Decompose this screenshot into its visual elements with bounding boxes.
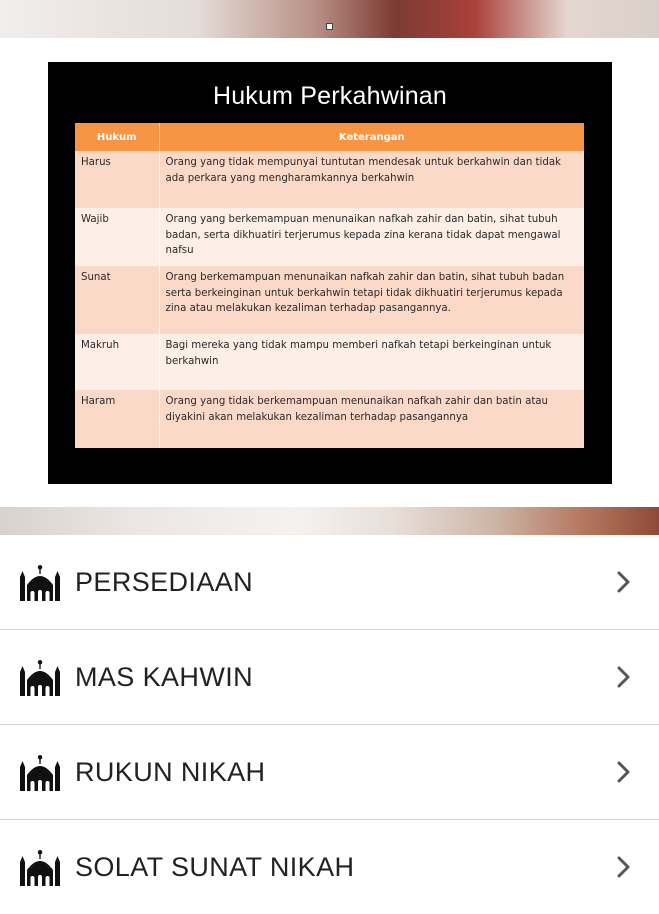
table-header-row xyxy=(75,123,584,151)
menu-item-label: PERSEDIAAN xyxy=(75,567,254,597)
menu-item-rukun-nikah[interactable] xyxy=(0,725,659,820)
mosque-icon xyxy=(18,660,62,696)
cell-keterangan: Orang yang tidak berkemampuan menunaikan nafkah zahir dan batin atau diyakini akan melakukan kezaliman terhadap pasangannya xyxy=(159,390,584,448)
column-header-hukum: Hukum xyxy=(75,123,159,151)
header-photo-top xyxy=(0,0,659,38)
menu-list xyxy=(0,535,659,900)
menu-item-label: RUKUN NIKAH xyxy=(75,757,266,787)
mosque-icon xyxy=(18,755,62,791)
cell-hukum: Harus xyxy=(75,151,159,208)
cell-hukum: Haram xyxy=(75,390,159,448)
header-photo-bottom xyxy=(0,507,659,535)
chevron-right-icon xyxy=(616,571,632,593)
column-header-keterangan: Keterangan xyxy=(159,123,584,151)
cell-keterangan: Orang yang berkemampuan menunaikan nafkah zahir dan batin, sihat tubuh badan, serta dikhuatiri terjerumus kepada zina kerana tidak dapat mengawal nafsu xyxy=(159,208,584,266)
chevron-right-icon xyxy=(616,856,632,878)
table-row xyxy=(75,334,584,390)
table-row xyxy=(75,208,584,266)
carousel-indicator xyxy=(326,23,333,30)
hukum-table xyxy=(75,123,584,448)
table-row xyxy=(75,151,584,208)
menu-item-label: MAS KAHWIN xyxy=(75,662,254,692)
cell-keterangan: Orang yang tidak mempunyai tuntutan mendesak untuk berkahwin dan tidak ada perkara yang mengharamkannya berkahwin xyxy=(159,151,584,208)
table-row xyxy=(75,390,584,448)
chevron-right-icon xyxy=(616,761,632,783)
mosque-icon xyxy=(18,565,62,601)
cell-hukum: Wajib xyxy=(75,208,159,266)
slide-title: Hukum Perkahwinan xyxy=(212,82,448,110)
chevron-right-icon xyxy=(616,666,632,688)
presentation-slide xyxy=(48,62,612,484)
cell-hukum: Makruh xyxy=(75,334,159,390)
menu-item-label: SOLAT SUNAT NIKAH xyxy=(75,852,355,882)
cell-hukum: Sunat xyxy=(75,266,159,334)
menu-item-persediaan[interactable] xyxy=(0,535,659,630)
table-row xyxy=(75,266,584,334)
menu-item-mas-kahwin[interactable] xyxy=(0,630,659,725)
cell-keterangan: Bagi mereka yang tidak mampu memberi nafkah tetapi berkeinginan untuk berkahwin xyxy=(159,334,584,390)
mosque-icon xyxy=(18,850,62,886)
cell-keterangan: Orang berkemampuan menunaikan nafkah zahir dan batin, sihat tubuh badan serta berkeinginan untuk berkahwin tetapi tidak dikhuatiri terjerumus kepada zina atau melakukan kezaliman terhadap pasangannya. xyxy=(159,266,584,334)
